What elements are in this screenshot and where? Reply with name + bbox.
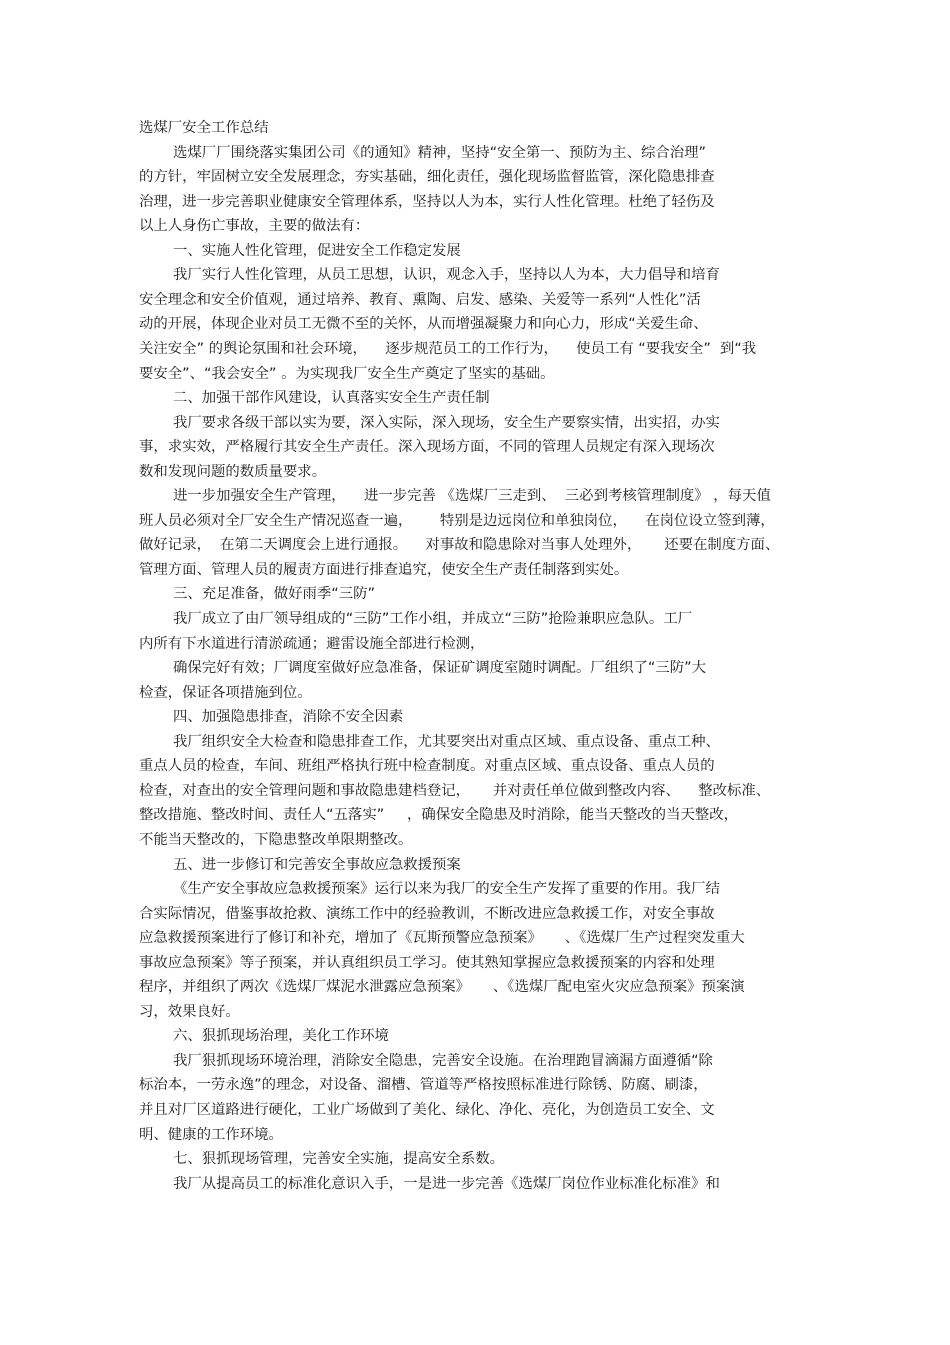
paragraph-line: 程序，并组织了两次《选煤厂煤泥水泄露应急预案》 、《选煤厂配电室火灾应急预案》预案演 bbox=[139, 979, 745, 996]
paragraph-line: 整改措施、整改时间、责任人“五落实” ，确保安全隐患及时消除，能当天整改的当天整改， bbox=[139, 807, 739, 824]
paragraph-line: 选煤厂厂围绕落实集团公司《的通知》精神，坚持“安全第一、预防为主、综合治理” bbox=[173, 144, 706, 161]
paragraph-line: 习，效果良好。 bbox=[139, 1003, 240, 1020]
paragraph-line: 六、狠抓现场治理，美化工作环境 bbox=[173, 1028, 389, 1045]
paragraph-line: 的方针，牢固树立安全发展理念，夯实基础，细化责任，强化现场监督监管，深化隐患排查 bbox=[139, 169, 715, 186]
paragraph-line: 进一步加强安全生产管理， 进一步完善 《选煤厂三走到、 三必到考核管理制度》 ，每天值 bbox=[173, 488, 771, 505]
paragraph-line: 内所有下水道进行清淤疏通；避雷设施全部进行检测， bbox=[139, 635, 485, 652]
paragraph-line: 检查，对查出的安全管理问题和事故隐患建档登记， 并对责任单位做到整改内容、 整改标准、 bbox=[139, 782, 771, 799]
paragraph-line: 治理，进一步完善职业健康安全管理体系，坚持以人为本，实行人性化管理。杜绝了轻伤及 bbox=[139, 193, 715, 210]
paragraph-line: 确保完好有效；厂调度室做好应急准备，保证矿调度室随时调配。厂组织了“三防”大 bbox=[173, 660, 706, 677]
paragraph-line: 应急救援预案进行了修订和补充，增加了《瓦斯预警应急预案》 、《选煤厂生产过程突发重大 bbox=[139, 930, 745, 947]
paragraph-line: 班人员必须对全厂安全生产情况巡查一遍， 特别是边远岗位和单独岗位， 在岗位设立签到薄， bbox=[139, 512, 775, 529]
paragraph-line: 并且对厂区道路进行硬化，工业广场做到了美化、绿化、净化、亮化，为创造员工安全、文 bbox=[139, 1102, 715, 1118]
paragraph-line: 做好记录， 在第二天调度会上进行通报。 对事故和隐患除对当事人处理外， 还要在制度方面、 bbox=[139, 537, 780, 554]
paragraph-line: 不能当天整改的，下隐患整改单限期整改。 bbox=[139, 831, 413, 848]
document-title: 选煤厂安全工作总结 bbox=[139, 120, 269, 136]
paragraph-line: 三、充足准备，做好雨季“三防” bbox=[173, 586, 375, 603]
paragraph-line: 标治本，一劳永逸”的理念，对设备、溜槽、管道等严格按照标准进行除锈、防腐、刷漆， bbox=[139, 1077, 708, 1094]
paragraph-line: 我厂从提高员工的标准化意识入手，一是进一步完善《选煤厂岗位作业标准化标准》和 bbox=[173, 1175, 720, 1192]
paragraph-line: 关注安全” 的舆论氛围和社会环境， 逐步规范员工的工作行为， 使员工有 “要我安全” 到“我 bbox=[139, 340, 757, 357]
paragraph-line: 以上人身伤亡事故，主要的做法有： bbox=[139, 218, 370, 235]
paragraph-line: 事，求实效，严格履行其安全生产责任。深入现场方面，不同的管理人员规定有深入现场次 bbox=[139, 439, 715, 456]
paragraph-line: 安全理念和安全价值观，通过培养、教育、熏陶、启发、感染、关爱等一系列“人性化”活 bbox=[139, 291, 701, 308]
paragraph-line: 明、健康的工作环境。 bbox=[139, 1126, 283, 1143]
paragraph-line: 检查，保证各项措施到位。 bbox=[139, 684, 312, 701]
paragraph-line: 我厂狠抓现场环境治理，消除安全隐患，完善安全设施。在治理跑冒滴漏方面遵循“除 bbox=[173, 1052, 713, 1069]
paragraph-line: 五、进一步修订和完善安全事故应急救援预案 bbox=[173, 856, 461, 873]
paragraph-line: 重点人员的检查，车间、班组严格执行班中检查制度。对重点区域、重点设备、重点人员的 bbox=[139, 758, 715, 775]
paragraph-line: 我厂组织安全大检查和隐患排查工作，尤其要突出对重点区域、重点设备、重点工种、 bbox=[173, 733, 720, 750]
paragraph-line: 二、加强干部作风建设，认真落实安全生产责任制 bbox=[173, 390, 490, 407]
paragraph-line: 我厂成立了由厂领导组成的“三防”工作小组，并成立“三防”抢险兼职应急队。工厂 bbox=[173, 611, 693, 627]
paragraph-line: 我厂要求各级干部以实为要，深入实际，深入现场，安全生产要察实情，出实招，办实 bbox=[173, 414, 720, 431]
paragraph-line: 四、加强隐患排查，消除不安全因素 bbox=[173, 709, 404, 726]
paragraph-line: 管理方面、管理人员的履责方面进行排查追究，使安全生产责任制落到实处。 bbox=[139, 561, 629, 578]
paragraph-line: 《生产安全事故应急救援预案》运行以来为我厂的安全生产发挥了重要的作用。我厂结 bbox=[173, 881, 720, 898]
paragraph-line: 数和发现问题的数质量要求。 bbox=[139, 463, 327, 480]
paragraph-line: 事故应急预案》等子预案，并认真组织员工学习。使其熟知掌握应急救援预案的内容和处理 bbox=[139, 954, 715, 971]
paragraph-line: 动的开展，体现企业对员工无微不至的关怀，从而增强凝聚力和向心力，形成“关爱生命、 bbox=[139, 316, 708, 333]
paragraph-line: 我厂实行人性化管理，从员工思想，认识，观念入手，坚持以人为本，大力倡导和培育 bbox=[173, 267, 720, 284]
paragraph-line: 七、狠抓现场管理，完善安全实施，提高安全系数。 bbox=[173, 1151, 504, 1168]
paragraph-line: 合实际情况，借鉴事故抢救、演练工作中的经验教训，不断改进应急救援工作，对安全事故 bbox=[139, 905, 715, 922]
paragraph-line: 要安全”、“我会安全” 。为实现我厂安全生产奠定了坚实的基础。 bbox=[139, 365, 555, 382]
paragraph-line: 一、实施人性化管理，促进安全工作稳定发展 bbox=[173, 242, 461, 259]
